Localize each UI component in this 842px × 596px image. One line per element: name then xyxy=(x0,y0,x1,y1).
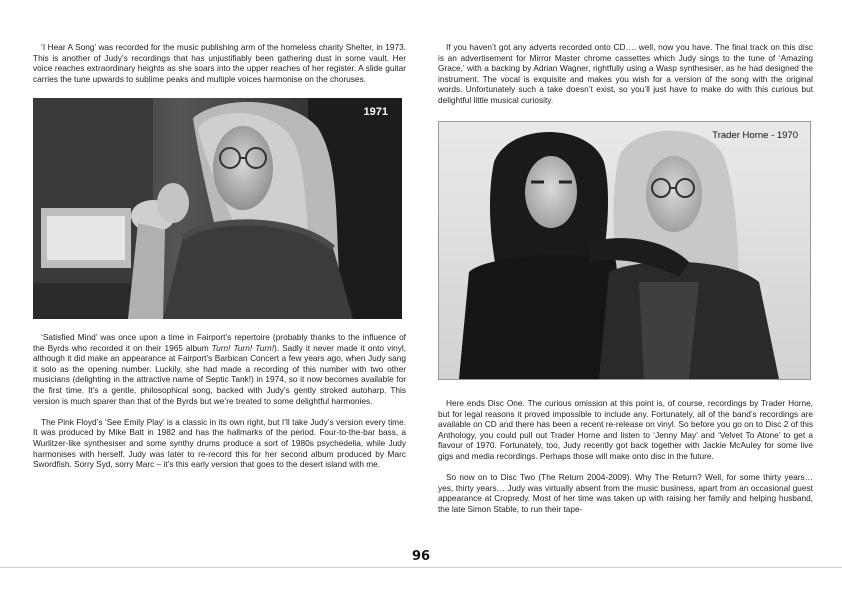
page-number: 96 xyxy=(411,549,431,564)
photo-1971-image xyxy=(33,98,402,319)
photo-trader-horne xyxy=(438,121,811,380)
left-paragraph-1: ‘I Hear A Song’ was recorded for the music publishing arm of the homeless charity Shelter, in 1973. This is another of Judy’s recordings that has unjustifiably been gathering dust in some vault. Her voice reaches extraordinary heights as she soars into the upper reaches of her register. A slide guitar carries the tune upwards to sublime peaks and multiple voices harmonise on the choruses. xyxy=(33,42,406,84)
bottom-band xyxy=(0,567,842,596)
left-paragraph-2-after: ). Sadly it never made it onto vinyl, although it did make an appearance at Fairport’s Barbican Concert a few years ago, when Judy sang it solo as the opening number. Luckily, she had made a recording of this number with two other musicians (delighting in the attractive name of Septic Tank!) in 1974, so it now becomes available for the first time. It’s a gentle, philosophical song, backed with Judy’s gently stroked autoharp. This version is much sparer than that of the Byrds but we’re treated to some delightful harmonies. xyxy=(33,342,406,406)
left-column-lower xyxy=(33,332,406,480)
right-column xyxy=(438,42,813,116)
right-paragraph-3: So now on to Disc Two (The Return 2004-2009). Why The Return? Well, for some thirty years… yes, thirty years… Judy was virtually absent from the music business, apart from an occasional guest appearance at Cropredy. Most of her time was taken up with raising her family and helping husband, the late Simon Stable, to run their tape- xyxy=(438,472,813,514)
right-column-lower xyxy=(438,398,813,525)
photo-1971 xyxy=(33,98,402,319)
left-paragraph-2-before: ‘Satisfied Mind’ was once upon a time in Fairport’s repertoire (probably thanks to the influence of the Byrds who recorded it on their 1965 album xyxy=(33,332,406,353)
right-paragraph-1: If you haven’t got any adverts recorded onto CD…. well, now you have. The final track on this disc is an advertisement for Mirror Master chrome cassettes which Judy sings to the tune of ‘Amazing Grace,’ with a backing by Adrian Wagner, rightfully using a Wasp synthesiser, as he had designed the instrument. The vocal is exquisite and makes you wish for a version of the song with the original words. Unfortunately such a take doesn’t exist, so you’ll just have to make do with this curious but delightful little musical curiosity. xyxy=(438,42,813,105)
left-paragraph-2 xyxy=(33,332,406,406)
photo-caption-trader-horne: Trader Horne - 1970 xyxy=(712,130,798,141)
left-paragraph-3: The Pink Floyd’s ‘See Emily Play’ is a classic in its own right, but I’ll take Judy’s version every time. It was produced by Mike Batt in 1982 and has the hallmarks of the period. Four-to-the-bar bass, a Wurlitzer-like synthesiser and some synthy drums produce a sort of 1980s psychedelia, while Judy harmonises with herself. Judy was later to re-record this for her second album produced by Marc Swordfish. Sorry Syd, sorry Marc – it’s this early version that goes to the desert island with me. xyxy=(33,416,406,470)
photo-caption-1971: 1971 xyxy=(363,106,388,118)
left-column xyxy=(33,42,406,95)
album-title: Turn! Turn! Turn! xyxy=(211,342,275,353)
right-paragraph-2: Here ends Disc One. The curious omission at this point is, of course, recordings by Trader Horne, but for legal reasons it proved impossible to include any. Fortunately, all of the band’s recordings are available on CD and there has been a recent re-release on vinyl. So before you go on to Disc 2 of this Anthology, you could pull out Trader Horne and listen to ‘Jenny May’ and ‘Velvet To Atone’ to get a flavour of 1970. Fortunately, too, Judy recently got back together with Jackie McAuley for some live gigs and media recordings. Perhaps those will make onto disc in the future. xyxy=(438,398,813,461)
photo-trader-horne-image xyxy=(439,122,810,379)
